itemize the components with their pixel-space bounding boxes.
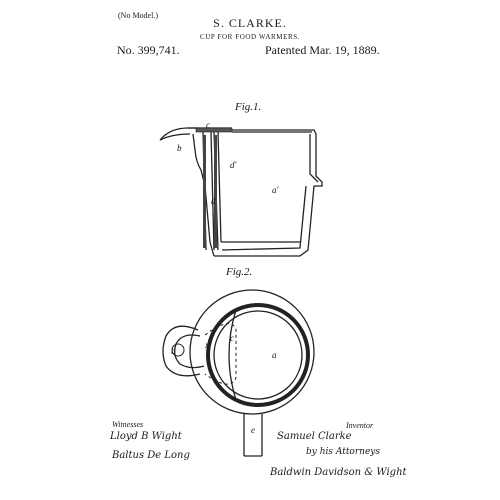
inventor-label: Inventor (346, 421, 374, 430)
fig2-ref-c: c (230, 333, 234, 343)
fig1-ref-c: c (206, 120, 210, 130)
figure-1-label: Fig.1. (235, 101, 262, 113)
fig1-ref-b: b (177, 143, 182, 153)
fig2-ref-x: x (205, 340, 209, 350)
witness-signature-2: Baltus De Long (112, 450, 190, 461)
inventor-name-heading: S. CLARKE. (213, 16, 287, 30)
inventor-signature: Samuel Clarke (277, 431, 352, 442)
fig2-ref-e: e (251, 425, 255, 435)
fig1-ref-a-prime: a' (272, 185, 279, 195)
witness-signature-1: Lloyd B Wight (110, 431, 182, 442)
patent-title: CUP FOR FOOD WARMERS. (199, 33, 301, 41)
fig2-ref-b: b (171, 346, 176, 356)
patent-date: Patented Mar. 19, 1889. (265, 43, 380, 57)
model-note: (No Model.) (118, 11, 158, 20)
patent-number: No. 399,741. (117, 43, 180, 57)
fig1-ref-d: d (211, 196, 216, 206)
attorneys-signature: Baldwin Davidson & Wight (270, 467, 407, 478)
witnesses-label: Witnesses (112, 420, 144, 429)
fig2-ref-a: a (272, 350, 277, 360)
figure-2-label: Fig.2. (226, 266, 253, 278)
fig1-ref-d-prime: d' (230, 160, 237, 170)
by-attorneys-line: by his Attorneys (306, 447, 380, 457)
